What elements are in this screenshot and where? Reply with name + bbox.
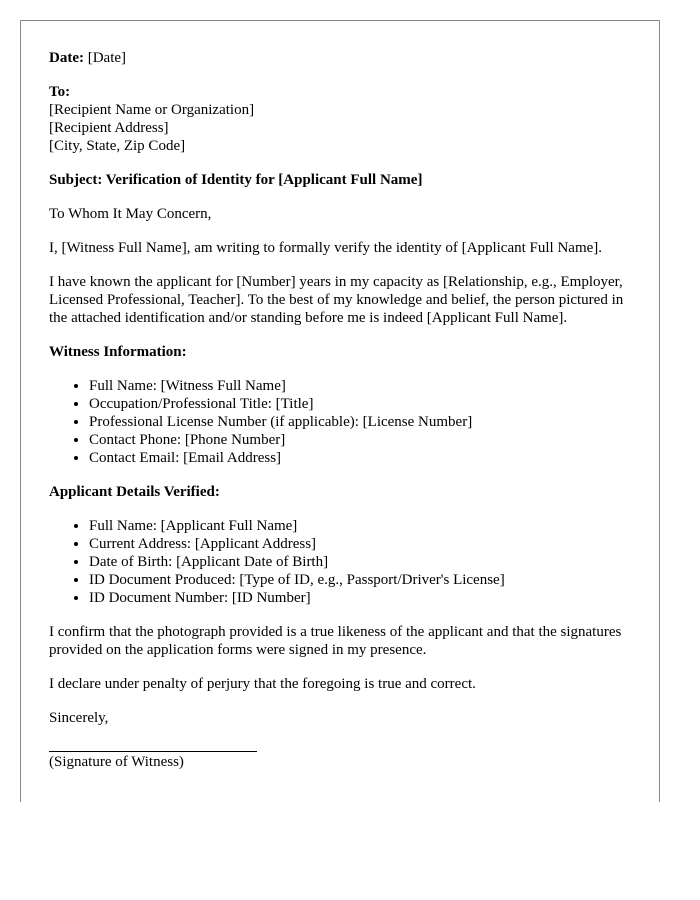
subject-line: Subject: Verification of Identity for [Applicant Full Name] <box>49 172 423 188</box>
paragraph-relationship: I have known the applicant for [Number] years in my capacity as [Relationship, e.g., Employer, Licensed Professional, Teacher]. To the best of my knowledge and belief, the person pictured in the attached identification and/or standing before me is indeed [Applicant Full Name]. <box>49 274 624 326</box>
list-item: • ID Document Produced: [Type of ID, e.g., Passport/Driver's License] <box>89 571 631 589</box>
witness-info-list <box>49 377 631 467</box>
closing: Sincerely, <box>49 710 109 726</box>
list-item: • Full Name: [Applicant Full Name] <box>89 517 631 535</box>
signature-line <box>49 751 257 771</box>
witness-heading: Witness Information: <box>49 344 187 360</box>
letter-content <box>21 21 659 771</box>
to-label: To: <box>49 84 71 100</box>
paragraph-declaration: I declare under penalty of perjury that the foregoing is true and correct. <box>49 676 476 692</box>
list-item: • Current Address: [Applicant Address] <box>89 535 631 553</box>
date-value: [Date] <box>87 50 127 66</box>
date-label: Date: <box>49 50 84 66</box>
list-item: • Date of Birth: [Applicant Date of Birth] <box>89 553 631 571</box>
recipient-city: [City, State, Zip Code] <box>49 138 186 154</box>
salutation: To Whom It May Concern, <box>49 206 212 222</box>
applicant-heading: Applicant Details Verified: <box>49 484 220 500</box>
list-item: • Full Name: [Witness Full Name] <box>89 377 631 395</box>
applicant-details-list <box>49 517 631 607</box>
date-line <box>49 49 631 67</box>
list-item: • Contact Email: [Email Address] <box>89 449 631 467</box>
letter-page <box>20 20 660 802</box>
paragraph-confirmation: I confirm that the photograph provided is a true likeness of the applicant and that the signatures provided on the application forms were signed in my presence. <box>49 624 622 658</box>
signature-caption: (Signature of Witness) <box>49 754 184 770</box>
list-item: • Professional License Number (if applicable): [License Number] <box>89 413 631 431</box>
recipient-block <box>49 83 631 155</box>
list-item: • Occupation/Professional Title: [Title] <box>89 395 631 413</box>
recipient-address: [Recipient Address] <box>49 120 169 136</box>
recipient-name: [Recipient Name or Organization] <box>49 102 255 118</box>
list-item: • ID Document Number: [ID Number] <box>89 589 631 607</box>
list-item: • Contact Phone: [Phone Number] <box>89 431 631 449</box>
paragraph-intro: I, [Witness Full Name], am writing to formally verify the identity of [Applicant Full Name]. <box>49 240 603 256</box>
